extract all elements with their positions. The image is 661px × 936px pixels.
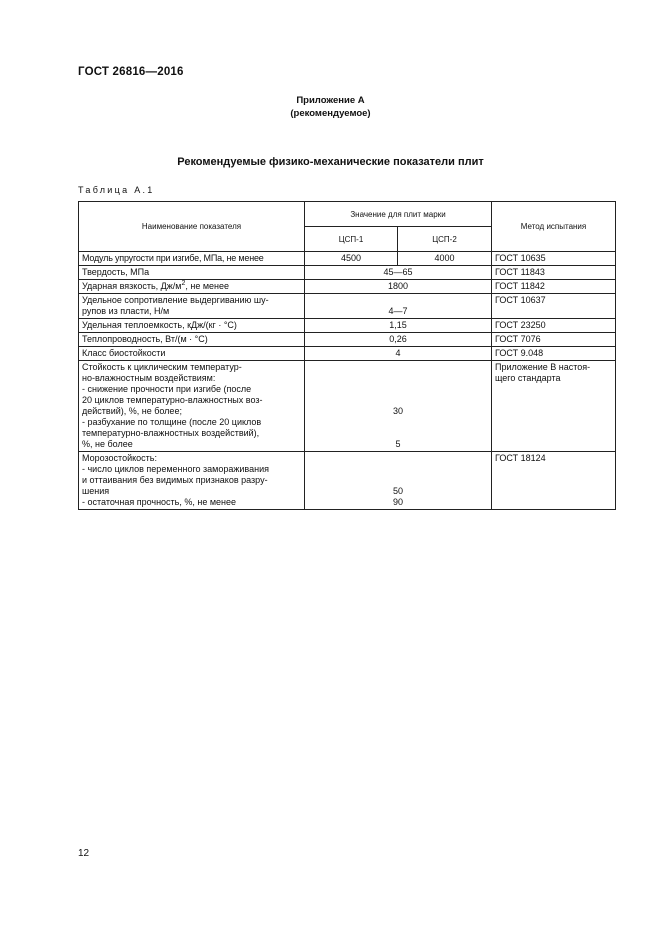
standard-header: ГОСТ 26816—2016 xyxy=(78,66,184,78)
table-row xyxy=(79,361,616,452)
table-row xyxy=(79,280,616,294)
table-row xyxy=(79,294,616,319)
row-name: Морозостойкость: - число циклов переменного замораживания и оттаивания без видимых признаков разру- шения - остаточная прочность, %, не менее xyxy=(79,452,305,510)
header-method: Метод испытания xyxy=(492,202,616,252)
page-number: 12 xyxy=(78,848,90,859)
row-value: 4—7 xyxy=(305,294,492,319)
value-swelling: 5 xyxy=(395,439,401,449)
row-method: ГОСТ 10635 xyxy=(492,252,616,266)
row-value-grade-1: 4500 xyxy=(305,252,398,266)
row-name: Стойкость к циклическим температур- но-влажностным воздействиям: - снижение прочности при изгибе (после 20 циклов температурно-влажностных воз- действий), %, не более; - разбухание по толщине (после 20 циклов температурно-влажностных воздействий), %, не более xyxy=(79,361,305,452)
appendix-status: (рекомендуемое) xyxy=(290,108,371,119)
table-row xyxy=(79,266,616,280)
value-strength-loss: 30 xyxy=(392,406,403,416)
row-method: ГОСТ 11843 xyxy=(492,266,616,280)
value-freeze-cycles: 50 xyxy=(392,486,403,496)
row-method: ГОСТ 18124 xyxy=(492,452,616,510)
appendix-title: Приложение А xyxy=(296,95,365,106)
row-value: 1800 xyxy=(305,280,492,294)
value-residual-strength: 90 xyxy=(392,497,403,507)
table-caption: Таблица А.1 xyxy=(78,185,155,195)
row-name: Модуль упругости при изгибе, МПа, не менее xyxy=(79,252,305,266)
table-row xyxy=(79,333,616,347)
row-method: ГОСТ 9.048 xyxy=(492,347,616,361)
header-grade-2: ЦСП-2 xyxy=(398,227,492,252)
row-value xyxy=(305,361,492,452)
row-name: Удельная теплоемкость, кДж/(кг · °С) xyxy=(79,319,305,333)
row-method: ГОСТ 11842 xyxy=(492,280,616,294)
row-value: 4 xyxy=(305,347,492,361)
row-value: 45—65 xyxy=(305,266,492,280)
row-method: ГОСТ 10637 xyxy=(492,294,616,319)
header-grade-1: ЦСП-1 xyxy=(305,227,398,252)
row-value: 0,26 xyxy=(305,333,492,347)
section-title: Рекомендуемые физико-механические показатели плит xyxy=(177,156,484,168)
row-method: Приложение В настоя- щего стандарта xyxy=(492,361,616,452)
row-name: Удельное сопротивление выдергиванию шу- рупов из пласти, Н/м xyxy=(79,294,305,319)
table-row xyxy=(79,252,616,266)
table-row xyxy=(79,347,616,361)
row-name: Ударная вязкость, $Дж/м^2$, не менее xyxy=(79,280,305,294)
row-method: ГОСТ 7076 xyxy=(492,333,616,347)
table-row xyxy=(79,319,616,333)
row-name: Твердость, МПа xyxy=(79,266,305,280)
row-name: Класс биостойкости xyxy=(79,347,305,361)
row-value-grade-2: 4000 xyxy=(398,252,492,266)
row-value xyxy=(305,452,492,510)
properties-table xyxy=(78,201,616,510)
row-value: 1,15 xyxy=(305,319,492,333)
row-name: Теплопроводность, Вт/(м · °С) xyxy=(79,333,305,347)
header-name: Наименование показателя xyxy=(79,202,305,252)
header-value-group: Значение для плит марки xyxy=(305,202,492,227)
table-row xyxy=(79,452,616,510)
row-method: ГОСТ 23250 xyxy=(492,319,616,333)
